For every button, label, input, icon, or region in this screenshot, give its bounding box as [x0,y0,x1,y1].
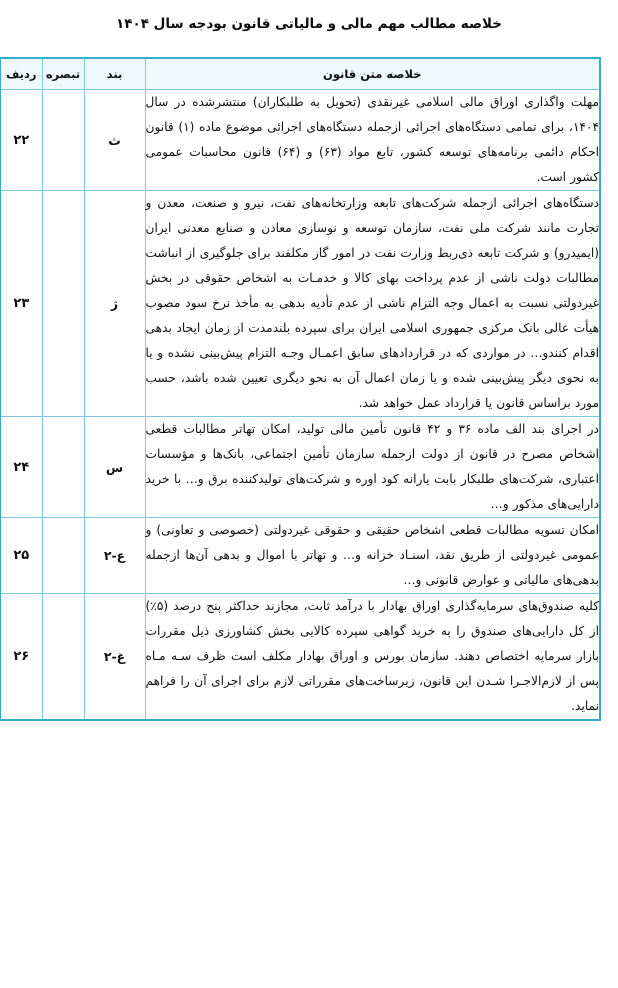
cell-law-text: امکان تسویه مطالبات قطعی اشخاص حقیقی و حقوقی غیردولتی (خصوصی و تعاونی) و عمومی غیردولتی از طریق نقد، اسنـاد خزانه و… و تهاتر با اموال و بدهی آن‌ها ازجمله بدهی‌های مالیاتی و عوارض قانونی و… [145,518,600,594]
cell-radif: ۲۶ [0,594,42,721]
column-header-text: خلاصه متن قانون [145,58,600,90]
cell-band: غ-۲ [84,594,145,721]
table-row [0,191,600,417]
cell-tabsere [42,594,84,721]
table-body [0,90,600,721]
cell-tabsere [42,90,84,191]
table-row [0,417,600,518]
cell-band: ع-۲ [84,518,145,594]
table-row [0,594,600,721]
column-header-radif: ردیف [0,58,42,90]
cell-tabsere [42,191,84,417]
column-header-tabsere: تبصره [42,58,84,90]
table-header-row [0,58,600,90]
table-row [0,90,600,191]
cell-tabsere [42,417,84,518]
cell-radif: ۲۳ [0,191,42,417]
cell-band: ث [84,90,145,191]
cell-law-text: مهلت واگذاری اوراق مالی اسلامی غیرنقدی (تحویل به طلبکاران) منتشرشده در سال ۱۴۰۴، برای تمامی دستگاه‌های اجرائی ازجمله دستگاه‌های اجرائی موضوع ماده (۱) قانون احکام دائمی برنامه‌های توسعه کشور، تابع مواد (۶۳) و (۶۴) قانون محاسبات عمومی کشور است. [145,90,600,191]
page-title: خلاصه مطالب مهم مالی و مالیاتی قانون بودجه سال ۱۴۰۴ [115,16,503,32]
cell-tabsere [42,518,84,594]
table-row [0,518,600,594]
cell-band: س [84,417,145,518]
column-header-band: بند [84,58,145,90]
cell-radif: ۲۲ [0,90,42,191]
table-header [0,58,600,90]
law-summary-table [0,57,601,721]
cell-radif: ۲۴ [0,417,42,518]
cell-law-text: کلیه صندوق‌های سرمایه‌گذاری اوراق بهادار با درآمد ثابت، مجازند حداکثر پنج درصد (۵٪) از کل دارایی‌های صندوق را به خرید گواهی سپرده کالایی بخش کشاورزی ذیل مقررات بازار سرمایه اختصاص دهند. سازمان بورس و اوراق بهادار مکلف است ظرف سـه مـاه پس از لازم‌الاجـرا شـدن این قانون، زیرساخت‌های مقرراتی لازم برای اجرای آن را فراهم نماید. [145,594,600,721]
cell-band: ژ [84,191,145,417]
cell-law-text: در اجرای بند الف ماده ۳۶ و ۴۲ قانون تأمین مالی تولید، امکان تهاتر مطالبات قطعی اشخاص مصرح در قانون از دولت ازجمله سازمان تأمین اجتماعی، بانک‌ها و مؤسسات اعتباری، شرکت‌های طلبکار بابت یارانه کود اوره و شرکت‌های تولیدکننده برق و… با خرید دارایی‌های مذکور و… [145,417,600,518]
cell-law-text: دستگاه‌های اجرائی ازجمله شرکت‌های تابعه وزارتخانه‌های نفت، نیرو و صنعت، معدن و تجارت مانند شرکت ملی نفت، سازمان توسعه و نوسازی معادن و صنایع معدنی ایران (ایمیدرو) و شرکت تابعه ذی‌ربط وزارت نفت در امور گاز مکلفند برای جلوگیری از انباشت مطالبات دولت ناشی از عدم پرداخت بهای کالا و خدمـات به اشخاص حقوقی در بخش غیردولتی نسبت به اعمال وجه التزام ناشی از عدم تأدیه بدهی به مأخذ نرخ سود مصوب هیأت عالی بانک مرکزی جمهوری اسلامی ایران برای سپرده بلندمدت از زمان ایجاد بدهی اقدام کنندو… در مواردی که در قراردادهای سابق اعمـال وجـه التزام پیش‌بینی نشده و یا به نحوی دیگر پیش‌بینی شده و یا زمان اعمال آن به نحو دیگری تعیین شده باشد، حسب مورد براساس قانون یا قرارداد عمل خواهد شد. [145,191,600,417]
table-container [5,57,601,972]
cell-radif: ۲۵ [0,518,42,594]
